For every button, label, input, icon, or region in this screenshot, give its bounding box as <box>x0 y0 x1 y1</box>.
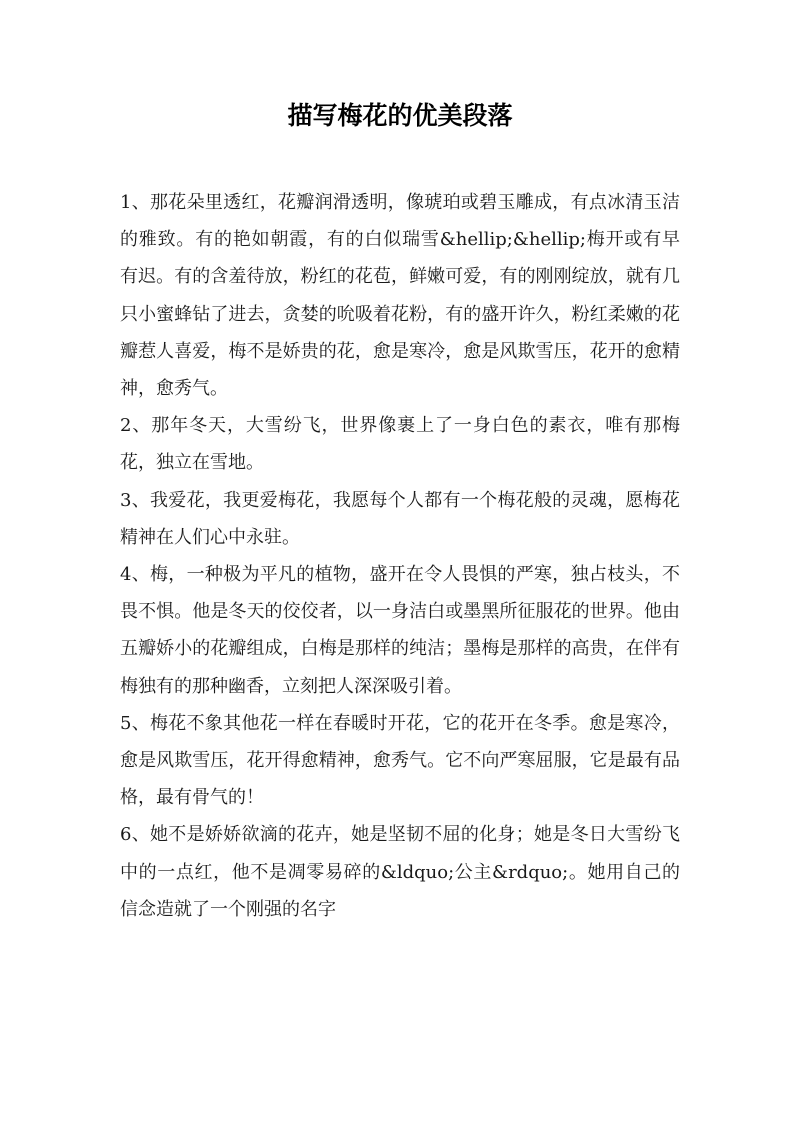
document-body <box>120 184 680 928</box>
paragraph-1: 1、那花朵里透红，花瓣润滑透明，像琥珀或碧玉雕成，有点冰清玉洁的雅致。有的艳如朝霞，有的白似瑞雪&hellip;&hellip;梅开或有早有迟。有的含羞待放，粉红的花苞，鲜嫩可爱，有的刚刚绽放，就有几只小蜜蜂钻了进去，贪婪的吮吸着花粉，有的盛开许久，粉红柔嫩的花瓣惹人喜爱，梅不是娇贵的花，愈是寒冷，愈是风欺雪压，花开的愈精神，愈秀气。 <box>120 192 680 400</box>
paragraph-3: 3、我爱花，我更爱梅花，我愿每个人都有一个梅花般的灵魂，愿梅花精神在人们心中永驻。 <box>120 489 680 548</box>
paragraph-4: 4、梅，一种极为平凡的植物，盛开在令人畏惧的严寒，独占枝头，不畏不惧。他是冬天的佼佼者，以一身洁白或墨黑所征服花的世界。他由五瓣娇小的花瓣组成，白梅是那样的纯洁；墨梅是那样的高贵，在伴有梅独有的那种幽香，立刻把人深深吸引着。 <box>120 564 680 697</box>
paragraph-2: 2、那年冬天，大雪纷飞，世界像裹上了一身白色的素衣，唯有那梅花，独立在雪地。 <box>120 415 680 474</box>
paragraph-5: 5、梅花不象其他花一样在春暖时开花，它的花开在冬季。愈是寒冷，愈是风欺雪压，花开得愈精神，愈秀气。它不向严寒屈服，它是最有品格，最有骨气的！ <box>120 712 680 809</box>
page-title: 描写梅花的优美段落 <box>287 101 513 130</box>
paragraph-6: 6、她不是娇娇欲滴的花卉，她是坚韧不屈的化身；她是冬日大雪纷飞中的一点红，他不是凋零易碎的&ldquo;公主&rdquo;。她用自己的信念造就了一个刚强的名字 <box>120 824 680 920</box>
